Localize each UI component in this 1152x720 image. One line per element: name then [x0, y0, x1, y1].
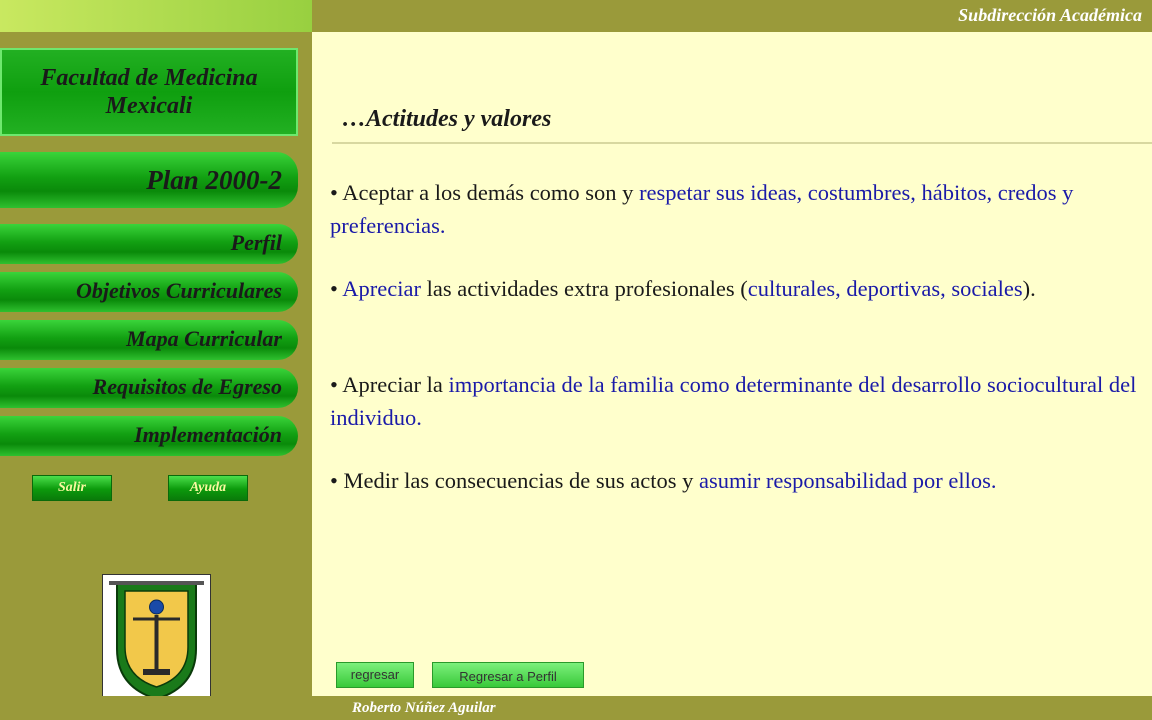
bullet-1-text: • Aceptar a los demás como son y: [330, 180, 640, 205]
bullet-2-text: las actividades extra profesionales (: [420, 276, 748, 301]
bullet-4-highlight: asumir responsabilidad por ellos.: [699, 468, 997, 493]
bullet-2-highlight: culturales, deportivas, sociales: [747, 276, 1023, 301]
nav-implementacion-button[interactable]: Implementación: [0, 416, 298, 456]
bullet-2-highlight: Apreciar: [342, 276, 421, 301]
nav-mapa-button[interactable]: Mapa Curricular: [0, 320, 298, 360]
faculty-title: [0, 48, 298, 136]
footer-bar: [0, 696, 1152, 720]
bullet-item-1: [330, 176, 1145, 242]
university-seal-image: [102, 574, 211, 704]
salir-button[interactable]: Salir: [32, 475, 112, 501]
nav-perfil-button[interactable]: Perfil: [0, 224, 298, 264]
header-accent-bar: [0, 0, 312, 32]
bullet-item-2: [330, 272, 1145, 305]
nav-plan-button[interactable]: Plan 2000-2: [0, 152, 298, 208]
nav-requisitos-button[interactable]: Requisitos de Egreso: [0, 368, 298, 408]
seal-emblem-icon: [103, 575, 210, 703]
bullet-1-highlight: respetar sus ideas, costumbres, hábitos, credos y preferencias.: [330, 180, 1074, 238]
regresar-button[interactable]: regresar: [336, 662, 414, 688]
bullet-item-4: [330, 464, 1145, 497]
bullet-2-text: •: [330, 276, 343, 301]
regresar-perfil-button[interactable]: Regresar a Perfil: [432, 662, 584, 688]
header-title: Subdirección Académica: [958, 5, 1142, 25]
sidebar: [0, 32, 312, 696]
faculty-line-1: Facultad de Medicina: [40, 65, 258, 91]
nav-objetivos-button[interactable]: Objetivos Curriculares: [0, 272, 298, 312]
bullet-item-3: [330, 368, 1145, 434]
bullet-3-text: • Apreciar la: [330, 372, 449, 397]
bullet-2-text: ).: [1022, 276, 1036, 301]
main-content: [312, 32, 1152, 696]
footer-author: Roberto Núñez Aguilar: [352, 700, 496, 716]
section-divider: [332, 142, 1152, 144]
ayuda-button[interactable]: Ayuda: [168, 475, 248, 501]
header-bar: [312, 0, 1152, 32]
bullet-3-highlight: importancia de la familia como determinante del desarrollo sociocultural del individuo.: [330, 372, 1137, 430]
section-title: …Actitudes y valores: [342, 106, 552, 132]
faculty-line-2: Mexicali: [105, 93, 193, 119]
bullet-4-text: • Medir las consecuencias de sus actos y: [330, 468, 700, 493]
